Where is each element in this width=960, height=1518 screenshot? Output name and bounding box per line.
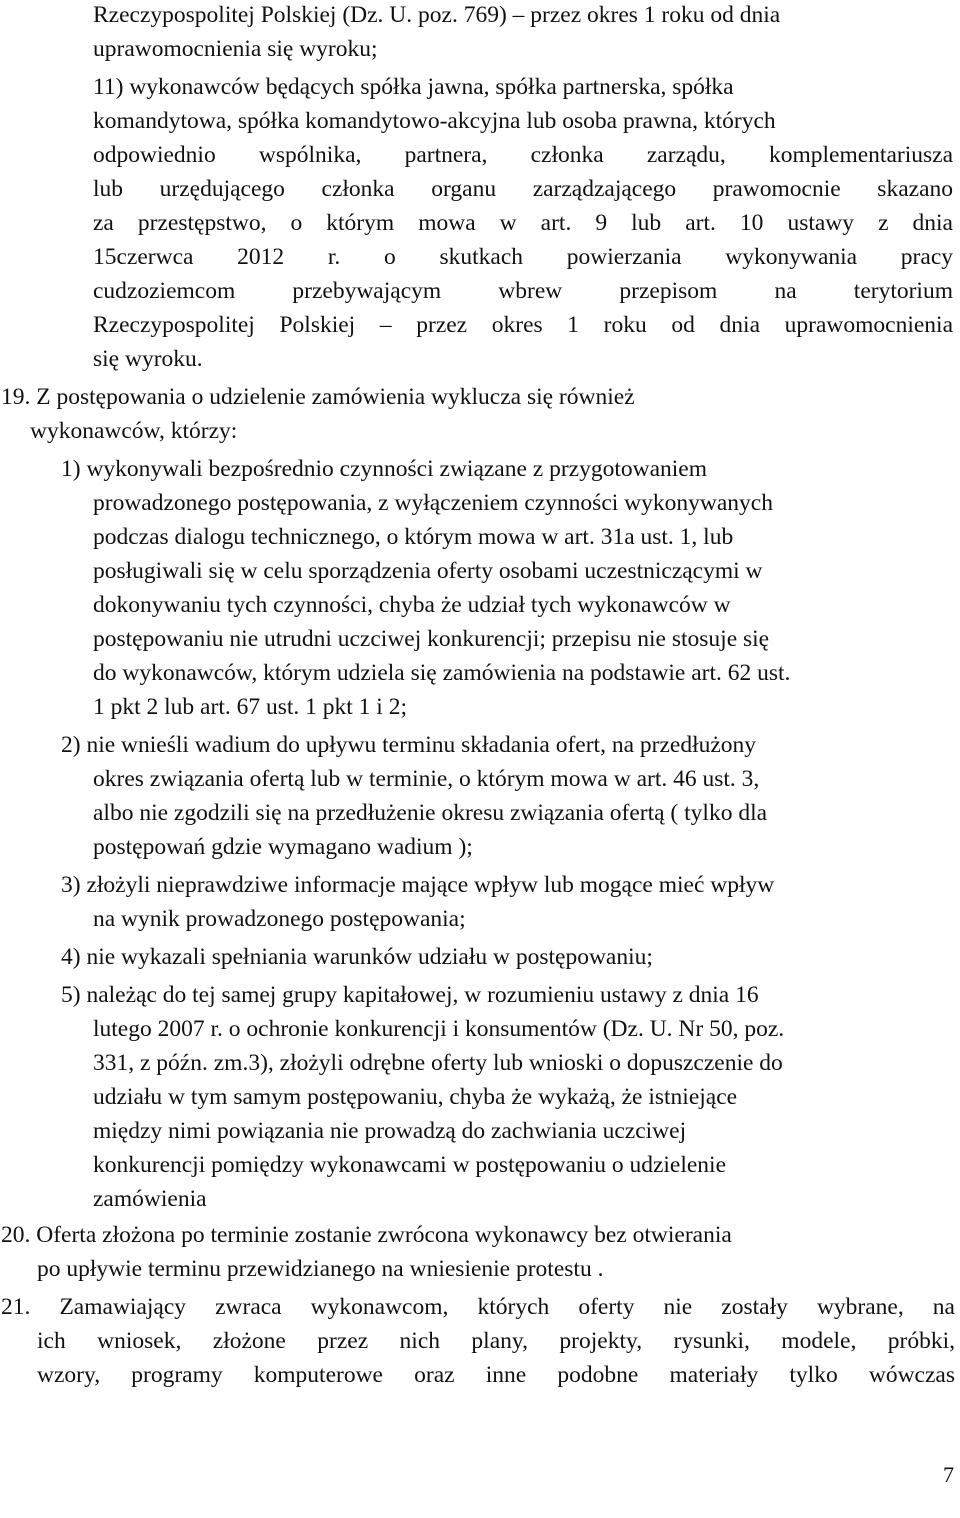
text-line: cudzoziemcom przebywającym wbrew przepisom na terytorium (93, 278, 953, 304)
text-line: do wykonawców, którym udziela się zamówienia na podstawie art. 62 ust. (93, 660, 791, 686)
text-line: okres związania ofertą lub w terminie, o którym mowa w art. 46 ust. 3, (93, 766, 760, 792)
text-line: 4) nie wykazali spełniania warunków udziału w postępowaniu; (61, 944, 653, 970)
text-line: Rzeczypospolitej Polskiej – przez okres 1 roku od dnia uprawomocnienia (93, 312, 953, 338)
text-line: lutego 2007 r. o ochronie konkurencji i konsumentów (Dz. U. Nr 50, poz. (93, 1016, 785, 1042)
text-line: postępowaniu nie utrudni uczciwej konkurencji; przepisu nie stosuje się (93, 626, 770, 652)
text-line: postępowań gdzie wymagano wadium ); (93, 834, 473, 860)
text-line: podczas dialogu technicznego, o którym mowa w art. 31a ust. 1, lub (93, 524, 734, 550)
text-line: za przestępstwo, o którym mowa w art. 9 lub art. 10 ustawy z dnia (93, 210, 953, 236)
text-line: konkurencji pomiędzy wykonawcami w postępowaniu o udzielenie (93, 1152, 727, 1178)
section-heading: 19. Z postępowania o udzielenie zamówienia wyklucza się również (1, 384, 635, 410)
text-line: dokonywaniu tych czynności, chyba że udział tych wykonawców w (93, 592, 731, 618)
text-line: uprawomocnienia się wyroku; (93, 36, 378, 62)
text-line: prowadzonego postępowania, z wyłączeniem czynności wykonywanych (93, 490, 773, 516)
text-line: 5) należąc do tej samej grupy kapitałowej, w rozumieniu ustawy z dnia 16 (61, 982, 759, 1008)
text-line: posługiwali się w celu sporządzenia oferty osobami uczestniczącymi w (93, 558, 763, 584)
text-line: się wyroku. (93, 346, 203, 372)
text-line: 1) wykonywali bezpośrednio czynności związane z przygotowaniem (61, 456, 708, 482)
text-line: albo nie zgodzili się na przedłużenie okresu związania ofertą ( tylko dla (93, 800, 768, 826)
text-line: wzory, programy komputerowe oraz inne podobne materiały tylko wówczas (37, 1362, 955, 1388)
text-line: zamówienia (93, 1186, 207, 1212)
section-heading: 21. Zamawiający zwraca wykonawcom, których oferty nie zostały wybrane, na (1, 1294, 955, 1320)
text-line: 1 pkt 2 lub art. 67 ust. 1 pkt 1 i 2; (93, 694, 407, 720)
text-line: po upływie terminu przewidzianego na wniesienie protestu . (37, 1256, 604, 1282)
text-line: 2) nie wnieśli wadium do upływu terminu składania ofert, na przedłużony (61, 732, 757, 758)
text-line: odpowiednio wspólnika, partnera, członka zarządu, komplementariusza (93, 142, 953, 168)
text-line: Rzeczypospolitej Polskiej (Dz. U. poz. 769) – przez okres 1 roku od dnia (93, 2, 781, 28)
text-line: 331, z późn. zm.3), złożyli odrębne oferty lub wnioski o dopuszczenie do (93, 1050, 783, 1076)
text-line: na wynik prowadzonego postępowania; (93, 906, 466, 932)
text-line: między nimi powiązania nie prowadzą do zachwiania uczciwej (93, 1118, 687, 1144)
text-line: 3) złożyli nieprawdziwe informacje mające wpływ lub mogące mieć wpływ (61, 872, 775, 898)
text-line: ich wniosek, złożone przez nich plany, projekty, rysunki, modele, próbki, (37, 1328, 955, 1354)
text-line: komandytowa, spółka komandytowo-akcyjna lub osoba prawna, których (93, 108, 776, 134)
text-line: 11) wykonawców będących spółka jawna, spółka partnerska, spółka (93, 74, 734, 100)
text-line: udziału w tym samym postępowaniu, chyba że wykażą, że istniejące (93, 1084, 738, 1110)
text-line: lub urzędującego członka organu zarządzającego prawomocnie skazano (93, 176, 953, 202)
text-line: 15czerwca 2012 r. o skutkach powierzania wykonywania pracy (93, 244, 953, 270)
page-number: 7 (943, 1462, 954, 1487)
text-line: wykonawców, którzy: (30, 418, 238, 444)
section-heading: 20. Oferta złożona po terminie zostanie zwrócona wykonawcy bez otwierania (1, 1222, 732, 1248)
